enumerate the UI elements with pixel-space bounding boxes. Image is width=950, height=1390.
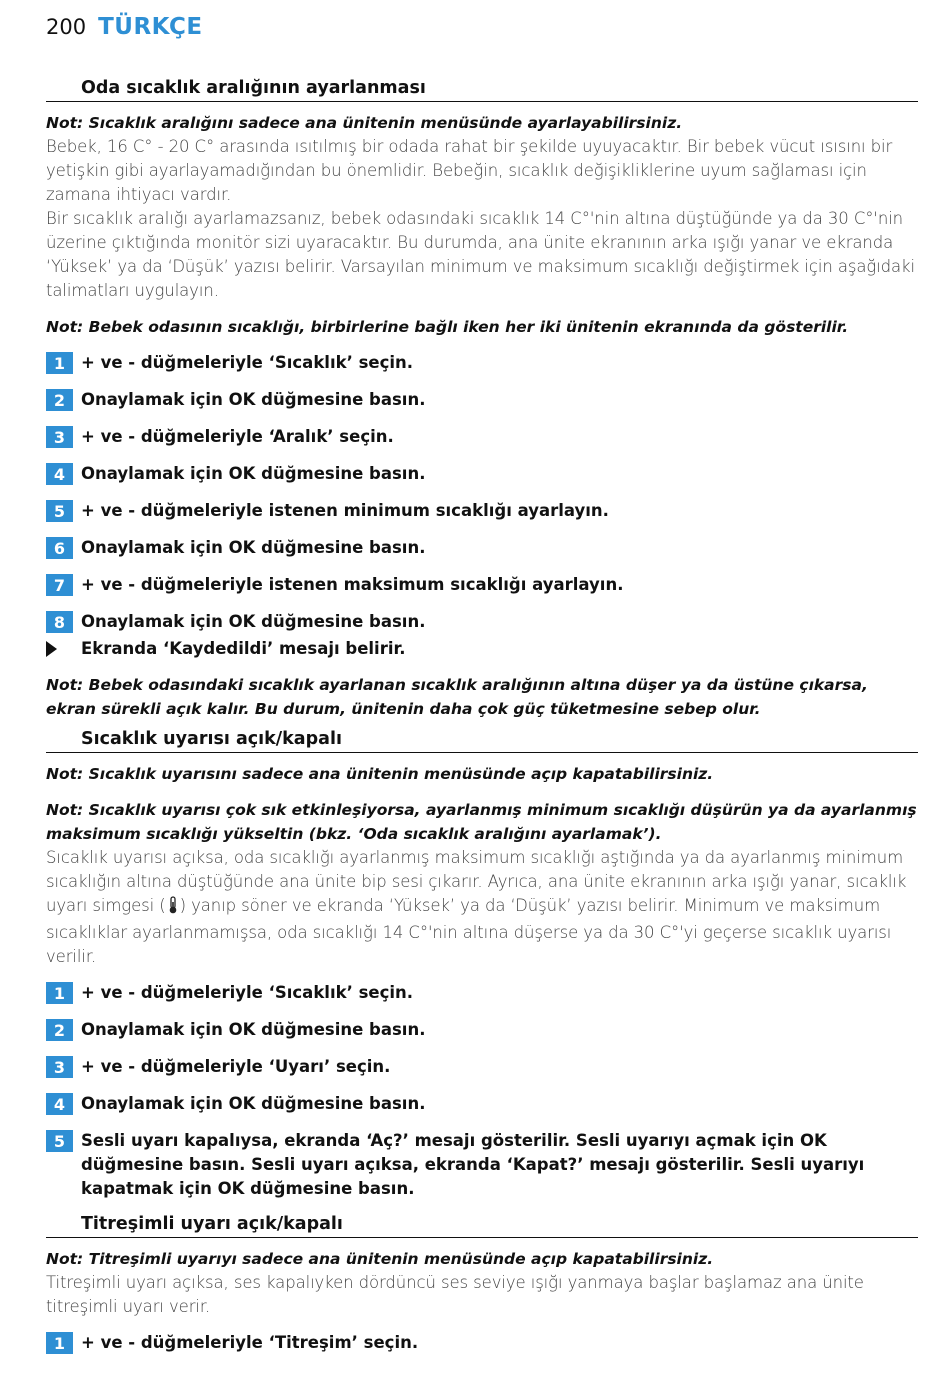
step-number-badge: 1 [46,1332,73,1354]
step-item [46,425,918,449]
step-number-badge: 5 [46,500,73,522]
step-number-badge: 1 [46,352,73,374]
note: Not: Sıcaklık uyarısını sadece ana ünitenin menüsünde açıp kapatabilirsiniz. [46,765,714,783]
step-number-badge: 2 [46,1019,73,1041]
step-number-badge: 4 [46,463,73,485]
step-item [46,1018,918,1042]
page-content [46,78,918,1368]
step-number-badge: 1 [46,982,73,1004]
section-heading-temperature-alert: Sıcaklık uyarısı açık/kapalı [46,729,918,753]
step-text: Onaylamak için OK düğmesine basın. [81,464,426,483]
paragraph: Bir sıcaklık aralığı ayarlamazsanız, bebek odasındaki sıcaklık 14 C°'nin altına düştüğünde ya da 30 C°'nin üzerine çıktığında monitör sizi uyaracaktır. Bu durumda, ana ünite ekranının arka ışığı yanar ve ekranda ‘Yüksek’ ya da ‘Düşük’ yazısı belirir. Varsayılan minimum ve maksimum sıcaklığı değiştirmek için aşağıdaki talimatları uygulayın. [46,209,915,300]
step-result [46,637,918,661]
note: Not: Bebek odasındaki sıcaklık ayarlanan sıcaklık aralığının altına düşer ya da üstüne çıkarsa, ekran sürekli açık kalır. Bu durum, ünitenin daha çok güç tüketmesine sebep olur. [46,676,868,718]
step-item [46,981,918,1005]
step-number-badge: 2 [46,389,73,411]
page-header [46,14,203,40]
step-item [46,1055,918,1079]
step-text: Onaylamak için OK düğmesine basın. [81,612,426,631]
step-item [46,1129,918,1201]
language-title: TÜRKÇE [98,14,203,40]
page-number: 200 [46,15,87,39]
step-item [46,610,918,634]
step-text: + ve - düğmeleriyle ‘Sıcaklık’ seçin. [81,983,414,1002]
step-text: + ve - düğmeleriyle istenen maksimum sıcaklığı ayarlayın. [81,575,624,594]
step-text: Onaylamak için OK düğmesine basın. [81,538,426,557]
step-item [46,462,918,486]
note: Not: Sıcaklık uyarısı çok sık etkinleşiyorsa, ayarlanmış minimum sıcaklığı düşürün ya da ayarlanmış maksimum sıcaklığı yükseltin (bkz. ‘Oda sıcaklık aralığını ayarlamak’). [46,801,917,843]
section-heading-temperature-range: Oda sıcaklık aralığının ayarlanması [46,78,918,102]
step-text: Onaylamak için OK düğmesine basın. [81,1094,426,1113]
step-text: Onaylamak için OK düğmesine basın. [81,1020,426,1039]
result-arrow-icon [46,637,73,661]
step-text: + ve - düğmeleriyle ‘Uyarı’ seçin. [81,1057,391,1076]
step-number-badge: 6 [46,537,73,559]
paragraph-part: ) yanıp söner ve ekranda ‘Yüksek’ ya da ‘Düşük’ yazısı belirir. Minimum ve maksimum sıcaklıklar ayarlanmamışsa, oda sıcaklığı 14 C°'nin altına düşerse ya da 30 C°'yi geçerse sıcaklık uyarısı verilir. [46,896,892,966]
step-item [46,1092,918,1116]
step-item [46,351,918,375]
step-item [46,388,918,412]
step-text: + ve - düğmeleriyle ‘Titreşim’ seçin. [81,1333,419,1352]
paragraph [46,846,918,969]
result-text: Ekranda ‘Kaydedildi’ mesajı belirir. [81,639,406,658]
note: Not: Bebek odasının sıcaklığı, birbirlerine bağlı iken her iki ünitenin ekranında da gösterilir. [46,318,849,336]
step-number-badge: 7 [46,574,73,596]
step-number-badge: 3 [46,426,73,448]
step-text: + ve - düğmeleriyle istenen minimum sıcaklığı ayarlayın. [81,501,609,520]
thermometer-icon [168,896,178,921]
step-number-badge: 8 [46,611,73,633]
step-text: Sesli uyarı kapalıysa, ekranda ‘Aç?’ mesajı gösterilir. Sesli uyarıyı açmak için OK düğmesine basın. Sesli uyarı açıksa, ekranda ‘Kapat?’ mesajı gösterilir. Sesli uyarıyı kapatmak için OK düğmesine basın. [81,1131,865,1198]
section-heading-vibration-alert: Titreşimli uyarı açık/kapalı [46,1214,918,1238]
paragraph: Bebek, 16 C° - 20 C° arasında ısıtılmış bir odada rahat bir şekilde uyuyacaktır. Bir bebek vücut ısısını bir yetişkin gibi ayarlayamadığından bu önemlidir. Bebeğin, sıcaklık değişikliklerine uyum sağlaması için zamana ihtiyacı vardır. [46,137,893,204]
step-number-badge: 5 [46,1130,73,1152]
step-text: Onaylamak için OK düğmesine basın. [81,390,426,409]
note: Not: Sıcaklık aralığını sadece ana ünitenin menüsünde ayarlayabilirsiniz. [46,114,683,132]
step-number-badge: 4 [46,1093,73,1115]
step-item [46,573,918,597]
step-item [46,1331,918,1355]
step-item [46,499,918,523]
step-text: + ve - düğmeleriyle ‘Sıcaklık’ seçin. [81,353,414,372]
paragraph: Titreşimli uyarı açıksa, ses kapalıyken dördüncü ses seviye ışığı yanmaya başlar başlamaz ana ünite titreşimli uyarı verir. [46,1273,864,1316]
note: Not: Titreşimli uyarıyı sadece ana ünitenin menüsünde açıp kapatabilirsiniz. [46,1250,714,1268]
step-item [46,536,918,560]
step-number-badge: 3 [46,1056,73,1078]
step-text: + ve - düğmeleriyle ‘Aralık’ seçin. [81,427,394,446]
paragraph-part: Sıcaklık uyarısı açıksa, oda sıcaklığı ayarlanmış maksimum sıcaklığı aştığında ya da ayarlanmış minimum sıcaklığın altına düştüğünde ana ünite bip sesi çıkarır. Ayrıca, ana ünite ekranının arka ışığı yanar, sıcaklık uyarı simgesi ( [46,848,907,915]
